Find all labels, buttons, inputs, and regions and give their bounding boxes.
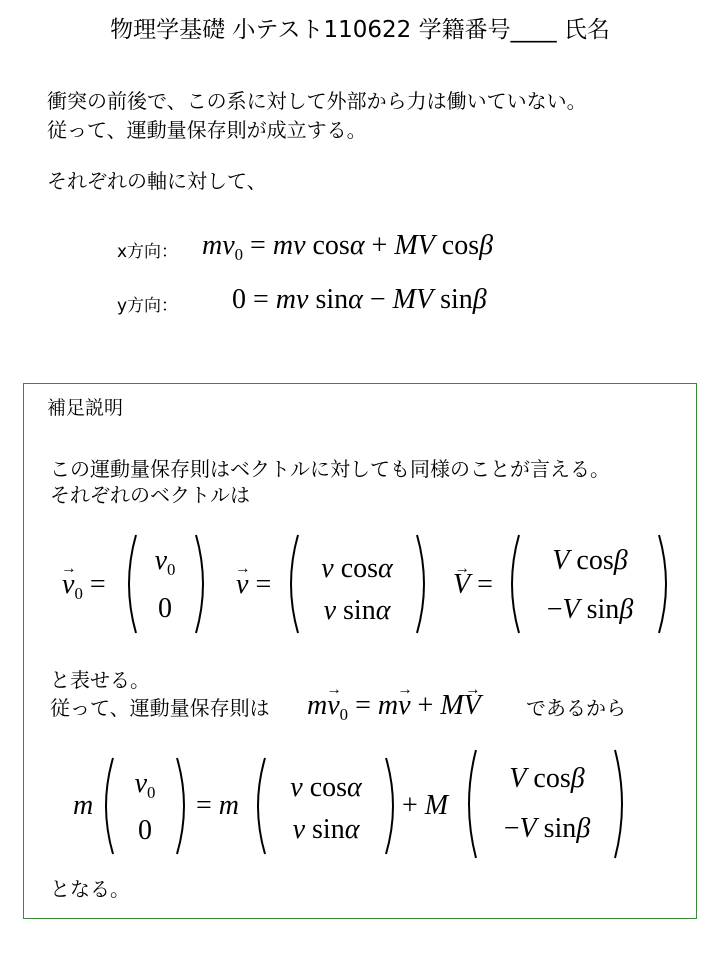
y-direction-label: y方向： — [117, 296, 179, 316]
supplement-text-2: それぞれのベクトルは — [50, 483, 250, 507]
intro-line-3: それぞれの軸に対して、 — [47, 169, 267, 193]
supplement-heading: 補足説明 — [47, 397, 124, 419]
supplement-text-4-prefix: 従って、運動量保存則は — [50, 696, 270, 720]
right-paren — [174, 756, 194, 856]
y-momentum-equation: 0 = mv sinα − MV sinβ — [232, 284, 487, 315]
right-paren — [414, 533, 434, 635]
intro-line-1: 衝突の前後で、この系に対して外部から力は働いていない。 — [47, 89, 587, 113]
supplement-text-4-suffix: であるから — [526, 696, 626, 720]
intro-line-2: 従って、運動量保存則が成立する。 — [47, 118, 367, 142]
right-paren — [383, 756, 403, 856]
left-paren — [248, 756, 268, 856]
x-momentum-equation: $mv_0$ = mv cosα + MV cosβ — [202, 230, 494, 264]
supplement-text-1: この運動量保存則はベクトルに対しても同様のことが言える。 — [50, 457, 610, 481]
supplement-text-3: と表せる。 — [50, 668, 150, 692]
right-paren — [193, 533, 213, 635]
x-direction-label: x方向： — [117, 242, 179, 262]
vector-momentum-equation: mv $\to_0$ = mv → + MV → — [307, 692, 481, 724]
page-title: 物理学基礎 小テスト110622 学籍番号____ 氏名 — [110, 17, 610, 43]
right-paren — [656, 533, 676, 635]
left-paren — [96, 756, 116, 856]
right-paren — [612, 748, 632, 860]
left-paren — [459, 748, 479, 860]
supplement-text-5: となる。 — [50, 877, 130, 901]
left-paren — [502, 533, 522, 635]
